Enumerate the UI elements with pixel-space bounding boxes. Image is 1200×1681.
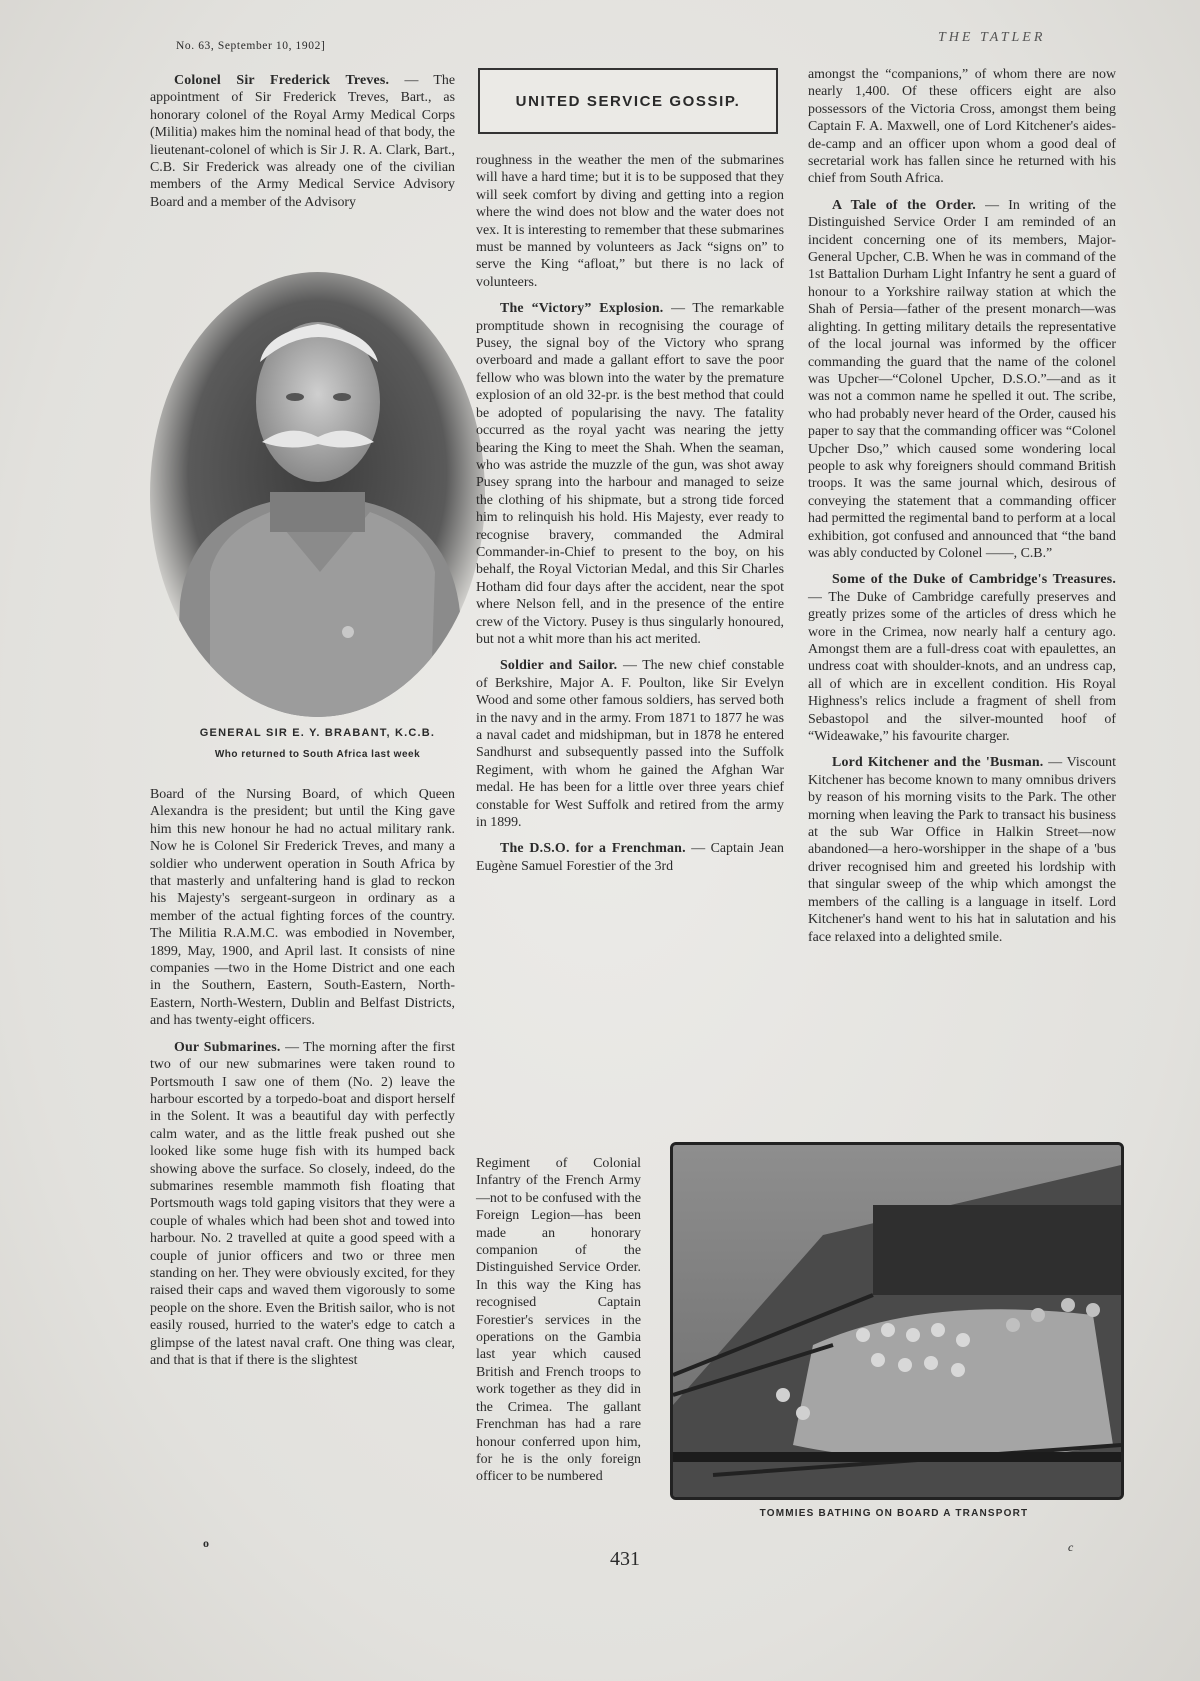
paragraph-submarines: Our Submarines. — The morning after the first two of our new submarines were taken round to Portsmouth I saw one of them (No. 2) leave the harbour escorted by a torpedo-boat and disport herself in the Solent. It was a beautiful day with perfectly calm water, and as the little freak pushed out she looked like some huge fish with its humped back showing above the surface. So closely, indeed, do the submarines resemble mammoth fish floating that Portsmouth wags told gaping visitors that they were a couple of whales which had been shot and towed into harbour. No. 2 travelled at quite a good speed with a couple of junior officers and two or three men standing on her. They were obviously excited, for they raised their caps and waved them vigorously to some people on the shore. Even the British sailor, who is not easily roused, hurried to the water's edge to catch a glimpse of the latest naval craft. One thing was clear, and that is that if there is the slightest xyxy=(150,1039,455,1368)
heading-treves: Colonel Sir Frederick Treves. xyxy=(174,73,390,88)
portrait-image xyxy=(150,272,485,717)
heading-kitchener-busman: Lord Kitchener and the 'Busman. xyxy=(832,755,1044,771)
paragraph-treves: Colonel Sir Frederick Treves. — The appointment of Sir Frederick Treves, Bart., as honorary colonel of the Royal Army Medical Corps (Militia) makes him the nominal head of that body, the lieutenant-colonel of which is Sir J. R. A. Clark, Bart., C.B. Sir Frederick was already one of the civilian members of the Army Medical Service Advisory Board and a member of the Advisory xyxy=(150,73,455,210)
heading-submarines: Our Submarines. xyxy=(174,1039,281,1055)
transport-caption: TOMMIES BATHING ON BOARD A TRANSPORT xyxy=(759,1508,1029,1519)
heading-soldier-sailor: Soldier and Sailor. xyxy=(500,658,618,674)
footer-mark-right: c xyxy=(1068,1540,1074,1554)
paragraph-treves-cont: Board of the Nursing Board, of which Queen Alexandra is the president; but until the King gave him this new honour he had no actual military rank. Now he is Colonel Sir Frederick Treves, and many a soldier who underwent operation in South Africa by that masterly and unfaltering hand is glad to reckon his Majesty's sergeant-surgeon in ordinary as a member of the actual fighting forces of the country. The Militia R.A.M.C. was embodied in November, 1899, May, 1900, and April last. It consists of nine companies —two in the Home District and one each in the Southern, Eastern, South-Eastern, North-Eastern, North-Western, Dublin and Belfast Districts, and has twenty-eight officers. xyxy=(150,787,455,1029)
section-heading-box: UNITED SERVICE GOSSIP. xyxy=(478,68,778,134)
transport-photo xyxy=(670,1142,1124,1500)
heading-tale-of-order: A Tale of the Order. xyxy=(832,197,976,213)
paragraph-soldier-sailor: Soldier and Sailor. — The new chief constable of Berkshire, Major A. F. Poulton, like Sir Evelyn Wood and some other famous soldiers, has served both in the navy and in the army. From 1871 to 1877 he was a naval cadet and midshipman, but in 1878 he entered Sandhurst and subsequently passed into the Suffolk Regiment, with whom he gained the Afghan War medal. He has been for a little over three years chief constable for West Suffolk and retired from the army in 1899. xyxy=(476,658,784,831)
paragraph-victory-explosion: The “Victory” Explosion. — The remarkable promptitude shown in recognising the courage of Pusey, the signal boy of the Victory who sprang overboard and made a gallant effort to save the poor fellow who was blown into the water by the premature explosion of an old 32-pr. is the best method that could be adopted of popularising the navy. The fatality occurred as the royal yacht was nearing the jetty bearing the King to meet the Shah. When the seaman, who was astride the muzzle of the gun, was shot away Pusey sprang into the harbour and managed to seize the clothing of his shipmate, but a strong tide forced him to relinquish his hold. His Majesty, ever ready to recognise bravery, commanded the Admiral Commander-in-Chief to present to the boy, on his behalf, the Royal Victorian Medal, and this Sir Charles Hotham did four days after the accident, near the spot where Nelson fell, and in the presence of the entire crew of the Victory. Pusey is thus singularly honoured, but not a whit more than his act merited. xyxy=(476,301,784,647)
column-2-narrow xyxy=(476,1155,641,1495)
column-2 xyxy=(476,152,784,875)
footer-mark-left: o xyxy=(203,1536,209,1550)
paragraph-kitchener-busman: Lord Kitchener and the 'Busman. — Viscount Kitchener has become known to many omnibus drivers by reason of his morning visits to the Park. The other morning when leaving the Park to transact his business at the sub War Office in Halkin Street—now abandoned—a hero-worshipper in the shape of a 'bus driver recognised him and greeted his lordship with that singular sweep of the whip which amongst the members of the calling is a language in itself. Lord Kitchener's hand went to his hat in salutation and his face relaxed into a delighted smile. xyxy=(808,755,1116,945)
portrait-caption: GENERAL SIR E. Y. BRABANT, K.C.B. xyxy=(199,727,436,739)
transport-image xyxy=(673,1145,1121,1497)
heading-victory-explosion: The “Victory” Explosion. xyxy=(500,301,664,317)
column-1-top xyxy=(150,72,455,220)
page-number: 431 xyxy=(610,1548,640,1570)
portrait-photo xyxy=(150,272,485,717)
column-3 xyxy=(808,66,1116,955)
magazine-title-header: THE TATLER xyxy=(938,30,1046,45)
portrait-subcaption: Who returned to South Africa last week xyxy=(214,749,421,760)
column-1-lower xyxy=(150,786,455,1378)
paragraph-dso-frenchman-cont: Regiment of Colonial Infantry of the French Army—not to be confused with the Foreign Legion—has been made an honorary companion of the Distinguished Service Order. In this way the King has recognised Captain Forestier's services in the operations on the Gambia last year which caused British and French troops to work together as they did in the Crimea. The gallant Frenchman has had a rare honour conferred upon him, for he is the only foreign officer to be numbered xyxy=(476,1156,641,1485)
paragraph-tale-of-order: A Tale of the Order. — In writing of the Distinguished Service Order I am reminded of an incident concerning one of its members, Major-General Upcher, C.B. When he was in command of the 1st Battalion Durham Light Infantry he sent a guard of honour to a Yorkshire railway station at which the Shah of Persia—father of the present monarch—was alighting. In getting military details the representative of the local journal was informed by the officer commanding the guard that the name of the colonel was Upcher—“Colonel Upcher, D.S.O.”—and as it was not a common name he spelled it out. The scribe, who had probably never heard of the Order, caused his paper to say that the commanding officer was “Colonel Upcher Dso,” which caused some wondering local people to ask why foreigners should command British troops. It was the same journal which, desirous of conveying the statement that a commanding officer had permitted the regimental band to perform at a local exhibition, got confused and announced that “the band was ably conducted by Colonel ——, C.B.” xyxy=(808,197,1116,561)
issue-date-header: No. 63, September 10, 1902] xyxy=(176,40,326,52)
heading-duke-cambridge: Some of the Duke of Cambridge's Treasures. xyxy=(832,572,1116,588)
paragraph-submarines-cont: roughness in the weather the men of the submarines will have a hard time; but it is to be supposed that they will seek comfort by diving and getting into a region where the wind does not blow and the water does not vex. It is interesting to remember that these submarines must be manned by volunteers as Jack “signs on” to serve the King “afloat,” but there is no lack of volunteers. xyxy=(476,153,784,290)
paragraph-duke-cambridge: Some of the Duke of Cambridge's Treasures. — The Duke of Cambridge carefully preserves and greatly prizes some of the articles of dress which he wore in the Crimea, now nearly half a century ago. Amongst them are a full-dress coat with epaulettes, an undress coat with shoulder-knots, and an undress cap, all of which are in excellent condition. His Royal Highness's relics include a fragment of shell from Sebastopol and the silver-mounted hoof of “Wideawake,” his favourite charger. xyxy=(808,572,1116,745)
heading-dso-frenchman: The D.S.O. for a Frenchman. xyxy=(500,841,686,857)
paragraph-dso-frenchman: The D.S.O. for a Frenchman. — Captain Jean Eugène Samuel Forestier of the 3rd xyxy=(476,841,784,874)
paragraph-companions: amongst the “companions,” of whom there are now nearly 1,400. Of these officers eight are also possessors of the Victoria Cross, amongst them being Captain F. A. Maxwell, one of Lord Kitchener's aides-de-camp and an officer upon whom a good deal of secretarial work has fallen since he returned with his chief from South Africa. xyxy=(808,67,1116,187)
